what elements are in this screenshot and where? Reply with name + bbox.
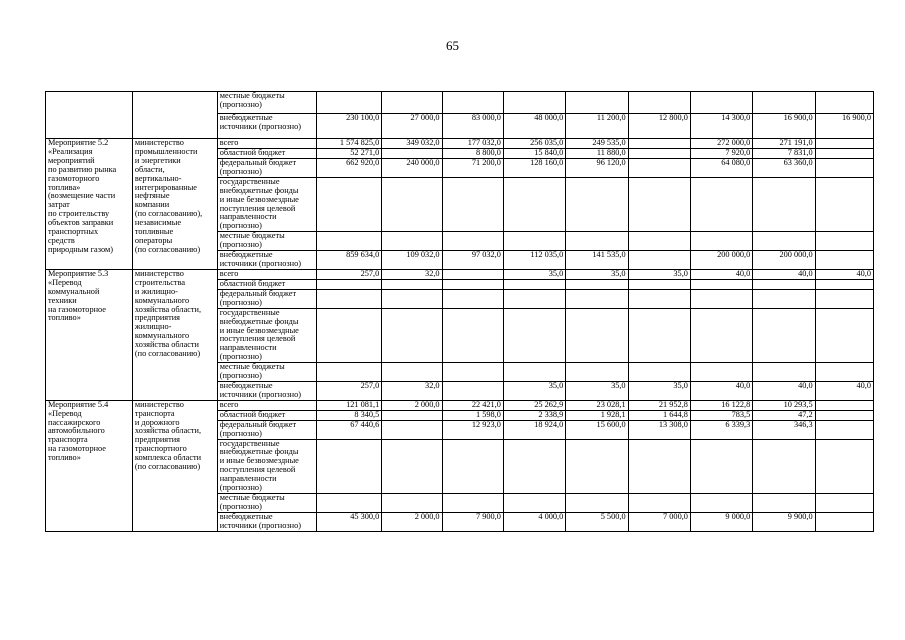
amount-cell: 67 440,6 (316, 420, 381, 439)
amount-cell: 21 952,8 (628, 400, 690, 410)
amount-cell: 52 271,0 (316, 149, 381, 159)
amount-cell: 40,0 (753, 381, 815, 400)
amount-cell (316, 92, 381, 114)
amount-cell (753, 363, 815, 382)
amount-cell (628, 308, 690, 362)
funding-source: областной бюджет (217, 149, 316, 159)
amount-cell (503, 439, 565, 493)
amount-cell (690, 177, 752, 231)
amount-cell (753, 289, 815, 308)
amount-cell (316, 308, 381, 362)
amount-cell (815, 512, 873, 531)
funding-source: местные бюджеты (прогнозно) (217, 232, 316, 251)
amount-cell (442, 232, 503, 251)
amount-cell (316, 279, 381, 289)
amount-cell: 96 120,0 (566, 159, 628, 178)
amount-cell: 32,0 (382, 381, 442, 400)
table-row (46, 269, 874, 279)
amount-cell: 177 032,0 (442, 139, 503, 149)
amount-cell (382, 410, 442, 420)
continuation-title (46, 92, 133, 139)
amount-cell: 128 160,0 (503, 159, 565, 178)
measure-title: Мероприятие 5.4 «Перевод пассажирского автомобильного транспорта на газомоторное топливо» (46, 400, 133, 531)
funding-source: внебюджетные источники (прогнозно) (217, 114, 316, 139)
amount-cell (316, 289, 381, 308)
amount-cell (815, 149, 873, 159)
amount-cell: 257,0 (316, 269, 381, 279)
amount-cell: 12 923,0 (442, 420, 503, 439)
table-row (46, 400, 874, 410)
amount-cell: 256 035,0 (503, 139, 565, 149)
amount-cell (503, 494, 565, 513)
amount-cell (628, 232, 690, 251)
amount-cell (566, 308, 628, 362)
amount-cell: 2 000,0 (382, 400, 442, 410)
amount-cell (382, 308, 442, 362)
amount-cell (382, 439, 442, 493)
amount-cell: 16 900,0 (753, 114, 815, 139)
amount-cell: 8 800,0 (442, 149, 503, 159)
funding-source: государственные внебюджетные фонды и иные безвозмездные поступления целевой направленности (прогнозно) (217, 308, 316, 362)
amount-cell (566, 494, 628, 513)
amount-cell: 40,0 (690, 269, 752, 279)
amount-cell: 12 800,0 (628, 114, 690, 139)
amount-cell: 240 000,0 (382, 159, 442, 178)
amount-cell (442, 363, 503, 382)
amount-cell: 40,0 (815, 269, 873, 279)
amount-cell: 7 000,0 (628, 512, 690, 531)
funding-source: областной бюджет (217, 279, 316, 289)
amount-cell (753, 494, 815, 513)
amount-cell: 249 535,0 (566, 139, 628, 149)
amount-cell: 200 000,0 (690, 251, 752, 270)
funding-source: всего (217, 269, 316, 279)
amount-cell: 1 644,8 (628, 410, 690, 420)
amount-cell (442, 279, 503, 289)
amount-cell: 109 032,0 (382, 251, 442, 270)
amount-cell: 16 122,8 (690, 400, 752, 410)
amount-cell (503, 363, 565, 382)
amount-cell (690, 279, 752, 289)
budget-table (45, 91, 874, 532)
amount-cell (628, 251, 690, 270)
funding-source: местные бюджеты (прогнозно) (217, 92, 316, 114)
amount-cell: 13 308,0 (628, 420, 690, 439)
funding-source: федеральный бюджет (прогнозно) (217, 420, 316, 439)
amount-cell: 272 000,0 (690, 139, 752, 149)
amount-cell: 1 574 825,0 (316, 139, 381, 149)
amount-cell: 112 035,0 (503, 251, 565, 270)
amount-cell (442, 177, 503, 231)
amount-cell: 230 100,0 (316, 114, 381, 139)
amount-cell (815, 159, 873, 178)
amount-cell: 45 300,0 (316, 512, 381, 531)
amount-cell: 7 920,0 (690, 149, 752, 159)
amount-cell: 6 339,3 (690, 420, 752, 439)
amount-cell (442, 92, 503, 114)
amount-cell: 16 900,0 (815, 114, 873, 139)
measure-title: Мероприятие 5.2 «Реализация мероприятий по развитию рынка газомоторного топлива» (возмещение части затрат по строительству объектов заправки транспортных средств природным газом) (46, 139, 133, 270)
amount-cell (382, 289, 442, 308)
amount-cell (815, 400, 873, 410)
amount-cell (566, 289, 628, 308)
amount-cell: 23 028,1 (566, 400, 628, 410)
amount-cell (815, 410, 873, 420)
amount-cell (815, 420, 873, 439)
funding-source: внебюджетные источники (прогнозно) (217, 251, 316, 270)
amount-cell: 35,0 (628, 269, 690, 279)
funding-source: внебюджетные источники (прогнозно) (217, 381, 316, 400)
amount-cell (815, 251, 873, 270)
funding-source: федеральный бюджет (прогнозно) (217, 289, 316, 308)
amount-cell (566, 232, 628, 251)
amount-cell (628, 149, 690, 159)
amount-cell (316, 363, 381, 382)
amount-cell: 11 200,0 (566, 114, 628, 139)
amount-cell (753, 279, 815, 289)
amount-cell: 121 081,1 (316, 400, 381, 410)
amount-cell: 64 080,0 (690, 159, 752, 178)
amount-cell (690, 92, 752, 114)
amount-cell (690, 494, 752, 513)
amount-cell: 63 360,0 (753, 159, 815, 178)
amount-cell (815, 494, 873, 513)
amount-cell: 4 000,0 (503, 512, 565, 531)
amount-cell: 257,0 (316, 381, 381, 400)
amount-cell (503, 308, 565, 362)
amount-cell (382, 232, 442, 251)
measure-executor: министерство транспорта и дорожного хозяйства области, предприятия транспортного комплекса области (по согласованию) (132, 400, 217, 531)
amount-cell (690, 232, 752, 251)
amount-cell (442, 269, 503, 279)
amount-cell (442, 308, 503, 362)
table-row (46, 139, 874, 149)
amount-cell (382, 92, 442, 114)
amount-cell (316, 494, 381, 513)
amount-cell: 141 535,0 (566, 251, 628, 270)
amount-cell (566, 92, 628, 114)
page-number: 65 (446, 38, 459, 53)
amount-cell: 859 634,0 (316, 251, 381, 270)
amount-cell (815, 232, 873, 251)
continuation-executor (132, 92, 217, 139)
amount-cell (442, 439, 503, 493)
funding-source: областной бюджет (217, 410, 316, 420)
amount-cell (690, 289, 752, 308)
amount-cell (815, 92, 873, 114)
amount-cell (442, 494, 503, 513)
amount-cell (815, 289, 873, 308)
amount-cell: 9 900,0 (753, 512, 815, 531)
amount-cell: 7 831,0 (753, 149, 815, 159)
amount-cell (503, 177, 565, 231)
amount-cell (753, 177, 815, 231)
amount-cell: 18 924,0 (503, 420, 565, 439)
amount-cell: 15 600,0 (566, 420, 628, 439)
table-row (46, 92, 874, 114)
amount-cell (442, 289, 503, 308)
amount-cell (753, 308, 815, 362)
amount-cell: 9 000,0 (690, 512, 752, 531)
amount-cell (753, 232, 815, 251)
amount-cell (442, 381, 503, 400)
amount-cell (690, 308, 752, 362)
amount-cell (382, 363, 442, 382)
amount-cell (382, 177, 442, 231)
amount-cell: 349 032,0 (382, 139, 442, 149)
amount-cell: 25 262,9 (503, 400, 565, 410)
amount-cell (628, 439, 690, 493)
amount-cell: 14 300,0 (690, 114, 752, 139)
funding-source: местные бюджеты (прогнозно) (217, 363, 316, 382)
amount-cell (566, 363, 628, 382)
amount-cell: 662 920,0 (316, 159, 381, 178)
funding-source: внебюджетные источники (прогнозно) (217, 512, 316, 531)
amount-cell (503, 92, 565, 114)
amount-cell: 8 340,5 (316, 410, 381, 420)
amount-cell (503, 232, 565, 251)
amount-cell: 15 840,0 (503, 149, 565, 159)
amount-cell (382, 279, 442, 289)
amount-cell (690, 439, 752, 493)
amount-cell (815, 308, 873, 362)
amount-cell (815, 439, 873, 493)
amount-cell: 71 200,0 (442, 159, 503, 178)
amount-cell (628, 289, 690, 308)
amount-cell: 5 500,0 (566, 512, 628, 531)
amount-cell: 35,0 (566, 381, 628, 400)
funding-source: государственные внебюджетные фонды и иные безвозмездные поступления целевой направленности (прогнозно) (217, 177, 316, 231)
funding-source: государственные внебюджетные фонды и иные безвозмездные поступления целевой направленности (прогнозно) (217, 439, 316, 493)
measure-executor: министерство строительства и жилищно- коммунального хозяйства области, предприятия жилищно- коммунального хозяйства области (по согласованию) (132, 269, 217, 400)
amount-cell: 40,0 (690, 381, 752, 400)
amount-cell: 97 032,0 (442, 251, 503, 270)
measure-title: Мероприятие 5.3 «Перевод коммунальной техники на газомоторное топливо» (46, 269, 133, 400)
amount-cell: 200 000,0 (753, 251, 815, 270)
amount-cell: 346,3 (753, 420, 815, 439)
amount-cell (382, 494, 442, 513)
measure-executor: министерство промышленности и энергетики области, вертикально- интегрированные нефтяные компании (по согласованию), независимые топливные операторы (по согласованию) (132, 139, 217, 270)
amount-cell (628, 92, 690, 114)
amount-cell (566, 439, 628, 493)
funding-source: федеральный бюджет (прогнозно) (217, 159, 316, 178)
amount-cell (316, 439, 381, 493)
amount-cell (815, 177, 873, 231)
amount-cell (628, 494, 690, 513)
amount-cell (628, 363, 690, 382)
amount-cell: 271 191,0 (753, 139, 815, 149)
amount-cell (316, 177, 381, 231)
amount-cell: 11 880,0 (566, 149, 628, 159)
amount-cell (382, 149, 442, 159)
amount-cell: 1 598,0 (442, 410, 503, 420)
amount-cell (753, 92, 815, 114)
amount-cell: 10 293,5 (753, 400, 815, 410)
amount-cell (628, 139, 690, 149)
amount-cell: 22 421,0 (442, 400, 503, 410)
amount-cell (815, 139, 873, 149)
amount-cell (566, 279, 628, 289)
amount-cell: 7 900,0 (442, 512, 503, 531)
amount-cell: 48 000,0 (503, 114, 565, 139)
table-body (46, 92, 874, 532)
amount-cell (815, 279, 873, 289)
amount-cell (382, 420, 442, 439)
amount-cell: 2 000,0 (382, 512, 442, 531)
funding-source: всего (217, 139, 316, 149)
amount-cell: 1 928,1 (566, 410, 628, 420)
amount-cell: 40,0 (753, 269, 815, 279)
amount-cell: 40,0 (815, 381, 873, 400)
amount-cell: 35,0 (503, 381, 565, 400)
amount-cell (628, 279, 690, 289)
amount-cell: 32,0 (382, 269, 442, 279)
amount-cell: 47,2 (753, 410, 815, 420)
amount-cell: 35,0 (566, 269, 628, 279)
amount-cell (503, 289, 565, 308)
amount-cell (628, 159, 690, 178)
amount-cell: 783,5 (690, 410, 752, 420)
amount-cell (566, 177, 628, 231)
funding-source: местные бюджеты (прогнозно) (217, 494, 316, 513)
amount-cell: 83 000,0 (442, 114, 503, 139)
amount-cell: 35,0 (503, 269, 565, 279)
amount-cell (815, 363, 873, 382)
amount-cell: 27 000,0 (382, 114, 442, 139)
amount-cell (628, 177, 690, 231)
amount-cell (753, 439, 815, 493)
amount-cell (690, 363, 752, 382)
amount-cell (316, 232, 381, 251)
funding-source: всего (217, 400, 316, 410)
amount-cell: 35,0 (628, 381, 690, 400)
amount-cell: 2 338,9 (503, 410, 565, 420)
amount-cell (503, 279, 565, 289)
